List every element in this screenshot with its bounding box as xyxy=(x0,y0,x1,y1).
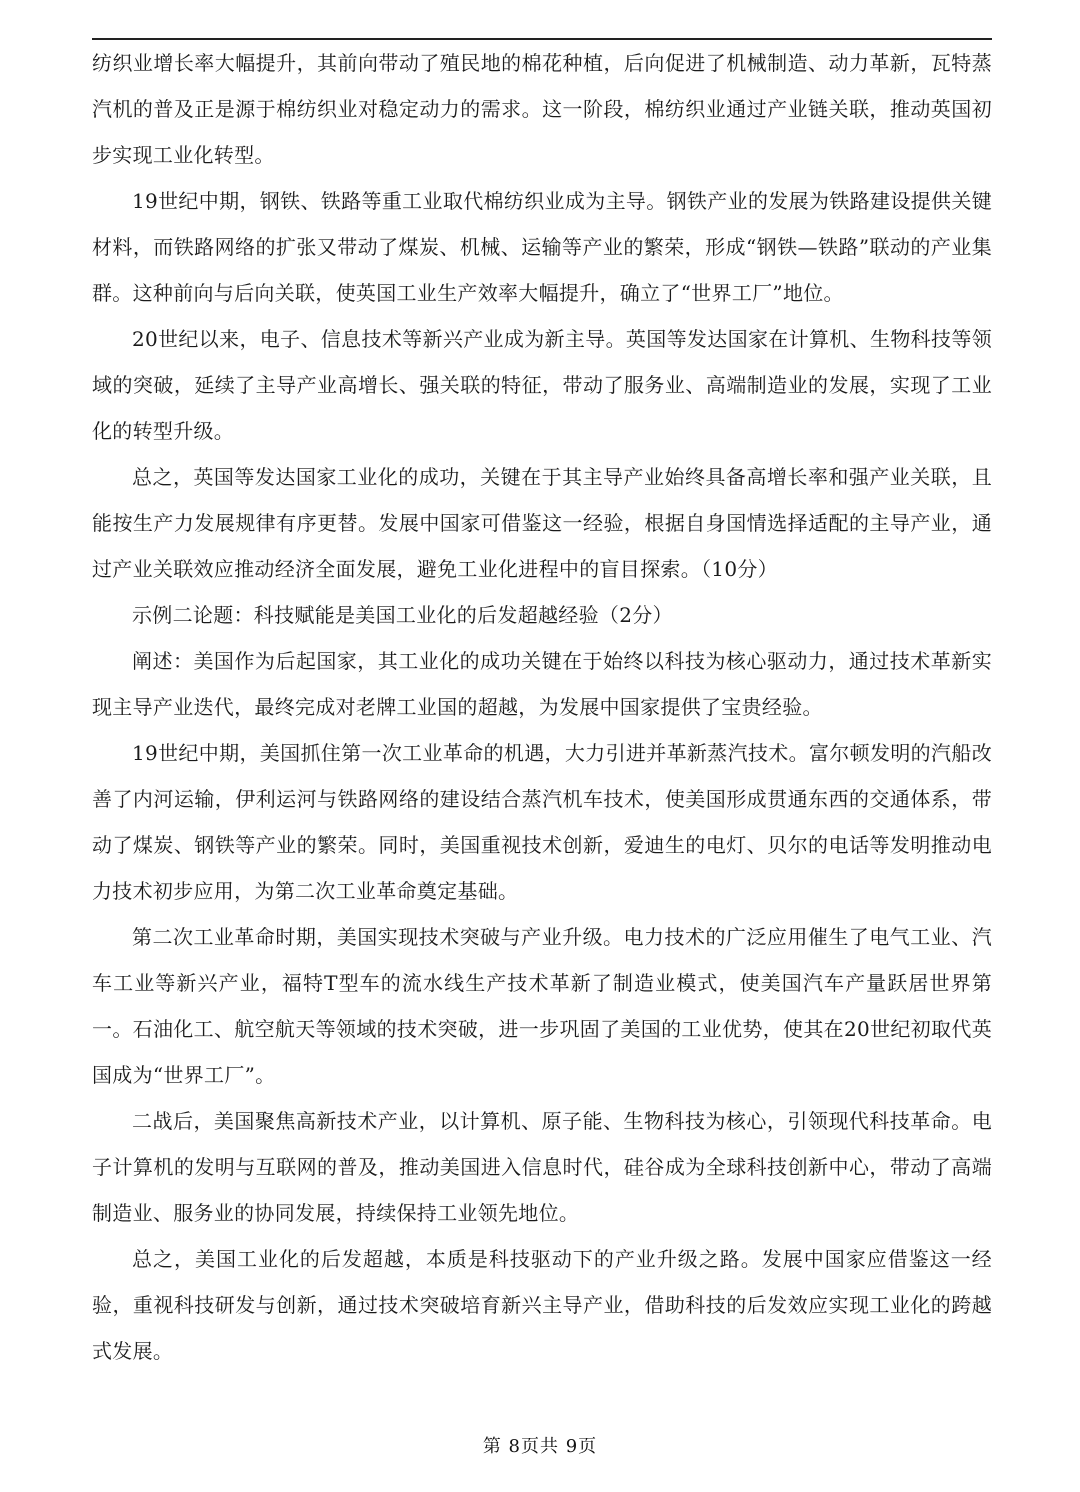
paragraph-us-summary: 总之，美国工业化的后发超越，本质是科技驱动下的产业升级之路。发展中国家应借鉴这一经验，重视科技研发与创新，通过技术突破培育新兴主导产业，借助科技的后发效应实现工业化的跨越式发展。 xyxy=(92,1247,992,1363)
paragraph-19th-century-us: 19世纪中期，美国抓住第一次工业革命的机遇，大力引进并革新蒸汽技术。富尔顿发明的汽船改善了内河运输，伊利运河与铁路网络的建设结合蒸汽机车技术，使美国形成贯通东西的交通体系，带动了煤炭、钢铁等产业的繁荣。同时，美国重视技术创新，爱迪生的电灯、贝尔的电话等发明推动电力技术初步应用，为第二次工业革命奠定基础。 xyxy=(92,741,992,903)
document-body xyxy=(92,40,992,1374)
paragraph-example-two-thesis: 示例二论题：科技赋能是美国工业化的后发超越经验（2分） xyxy=(132,603,673,627)
paragraph-steel-railway: 19世纪中期，钢铁、铁路等重工业取代棉纺织业成为主导。钢铁产业的发展为铁路建设提供关键材料，而铁路网络的扩张又带动了煤炭、机械、运输等产业的繁荣，形成“钢铁—铁路”联动的产业集群。这种前向与后向关联，使英国工业生产效率大幅提升，确立了“世界工厂”地位。 xyxy=(92,189,992,305)
paragraph-second-industrial-revolution: 第二次工业革命时期，美国实现技术突破与产业升级。电力技术的广泛应用催生了电气工业、汽车工业等新兴产业，福特T型车的流水线生产技术革新了制造业模式，使美国汽车产量跃居世界第一。石油化工、航空航天等领域的技术突破，进一步巩固了美国的工业优势，使其在20世纪初取代英国成为“世界工厂”。 xyxy=(92,925,992,1087)
paragraph-20th-century: 20世纪以来，电子、信息技术等新兴产业成为新主导。英国等发达国家在计算机、生物科技等领域的突破，延续了主导产业高增长、强关联的特征，带动了服务业、高端制造业的发展，实现了工业化的转型升级。 xyxy=(92,327,992,443)
paragraph-post-war: 二战后，美国聚焦高新技术产业，以计算机、原子能、生物科技为核心，引领现代科技革命。电子计算机的发明与互联网的普及，推动美国进入信息时代，硅谷成为全球科技创新中心，带动了高端制造业、服务业的协同发展，持续保持工业领先地位。 xyxy=(92,1109,992,1225)
paragraph-uk-summary: 总之，英国等发达国家工业化的成功，关键在于其主导产业始终具备高增长率和强产业关联，且能按生产力发展规律有序更替。发展中国家可借鉴这一经验，根据自身国情选择适配的主导产业，通过产业关联效应推动经济全面发展，避免工业化进程中的盲目探索。（10分） xyxy=(92,465,992,581)
paragraph-continued: 纺织业增长率大幅提升，其前向带动了殖民地的棉花种植，后向促进了机械制造、动力革新，瓦特蒸汽机的普及正是源于棉纺织业对稳定动力的需求。这一阶段，棉纺织业通过产业链关联，推动英国初步实现工业化转型。 xyxy=(92,51,992,167)
page-number: 第 8页共 9页 xyxy=(482,1436,598,1457)
paragraph-elaboration: 阐述：美国作为后起国家，其工业化的成功关键在于始终以科技为核心驱动力，通过技术革新实现主导产业迭代，最终完成对老牌工业国的超越，为发展中国家提供了宝贵经验。 xyxy=(92,649,992,719)
